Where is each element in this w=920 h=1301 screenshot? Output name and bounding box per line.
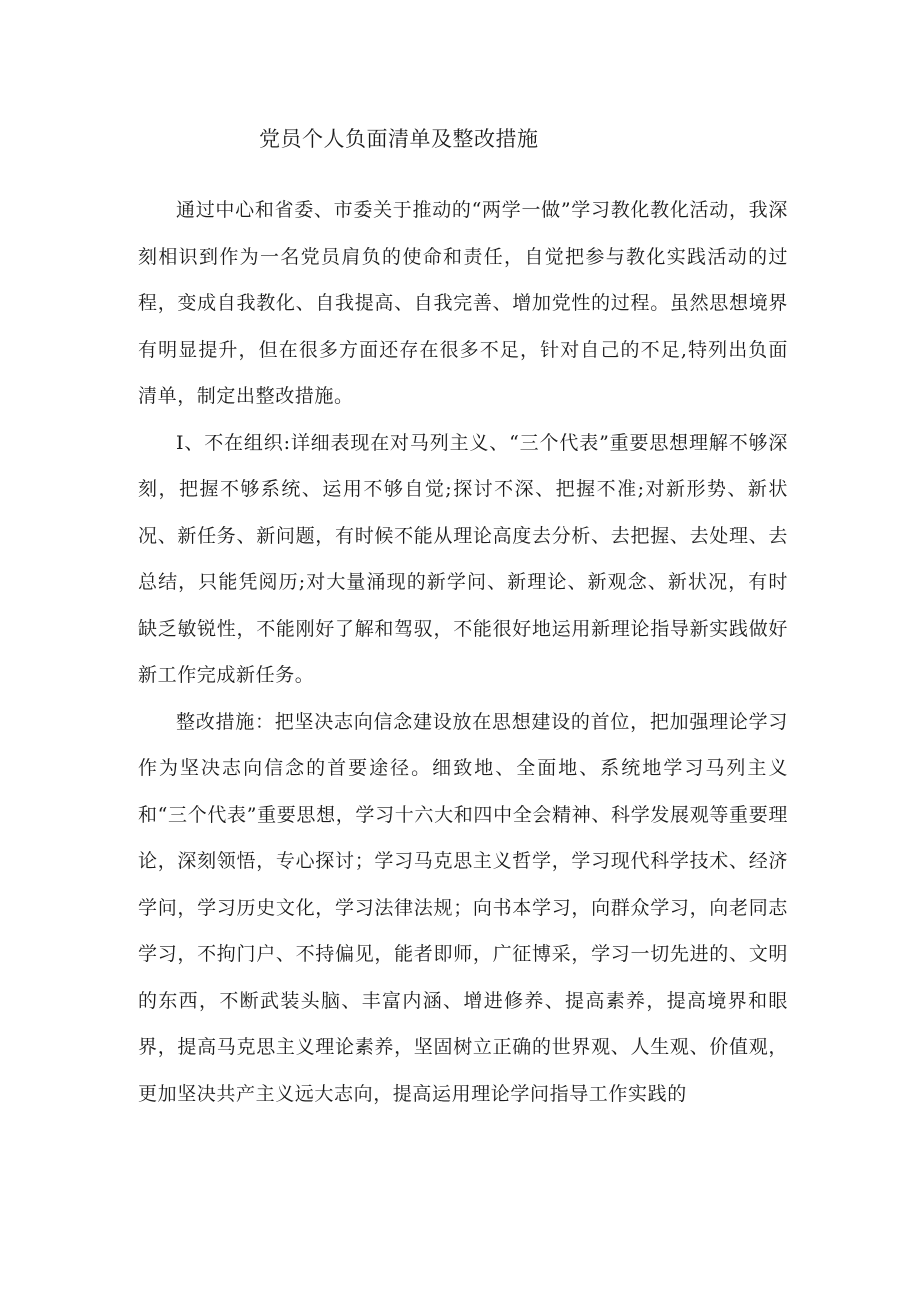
document-body	[138, 187, 788, 1117]
paragraph-intro: 通过中心和省委、市委关于推动的“两学一做”学习教化教化活动，我深刻相识到作为一名党员肩负的使命和责任，自觉把参与教化实践活动的过程，变成自我教化、自我提高、自我完善、增加党性的过程。虽然思想境界有明显提升，但在很多方面还存在很多不足，针对自己的不足,特列出负面清单，制定出整改措施。	[138, 199, 788, 407]
paragraph-issue-1: I、不在组织:详细表现在对马列主义、“三个代表”重要思想理解不够深刻，把握不够系统、运用不够自觉;探讨不深、把握不准;对新形势、新状况、新任务、新问题，有时候不能从理论高度去分析、去把握、去处理、去总结，只能凭阅历;对大量涌现的新学问、新理论、新观念、新状况，有时缺乏敏锐性，不能刚好了解和驾驭，不能很好地运用新理论指导新实践做好新工作完成新任务。	[138, 431, 788, 686]
document-title: 党员个人负面清单及整改措施	[259, 127, 539, 151]
paragraph-rectification: 整改措施：把坚决志向信念建设放在思想建设的首位，把加强理论学习作为坚决志向信念的首要途径。细致地、全面地、系统地学习马列主义和“三个代表”重要思想，学习十六大和四中全会精神、科学发展观等重要理论，深刻领悟，专心探讨；学习马克思主义哲学，学习现代科学技术、经济学问，学习历史文化，学习法律法规；向书本学习，向群众学习，向老同志学习，不拘门户、不持偏见，能者即师，广征博采，学习一切先进的、文明的东西，不断武装头脑、丰富内涵、增进修养、提高素养，提高境界和眼界，提高马克思主义理论素养，坚固树立正确的世界观、人生观、价值观，更加坚决共产主义远大志向，提高运用理论学问指导工作实践的	[138, 710, 788, 1105]
